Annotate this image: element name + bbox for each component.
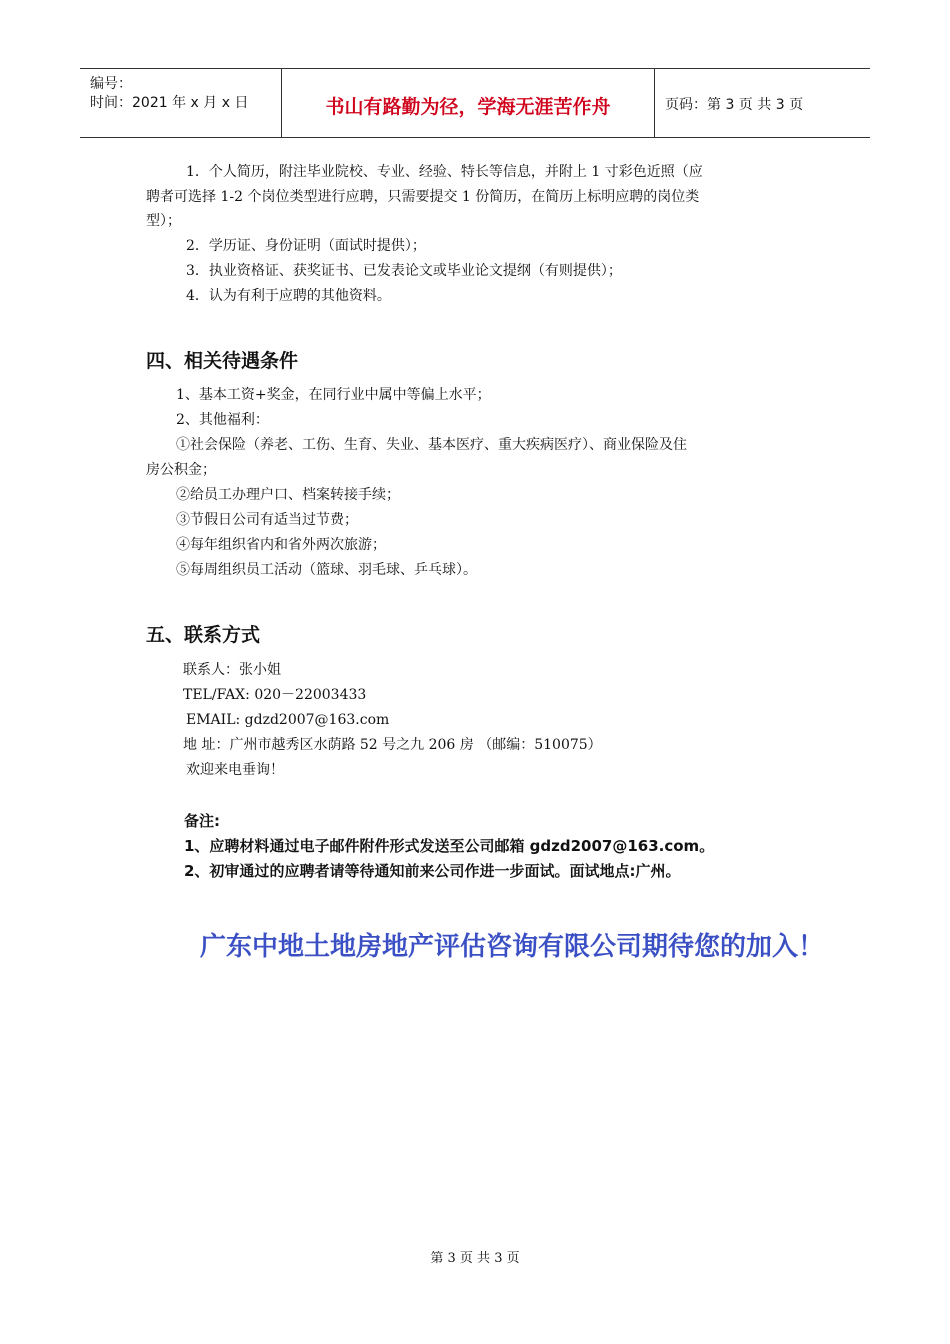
header-motto-cell — [282, 69, 655, 137]
benefits-line-6: ④每年组织省内和省外两次旅游； — [176, 537, 386, 553]
benefits-line-4: ②给员工办理户口、档案转接手续； — [176, 487, 400, 503]
document-date-label: 时间：2021 年 x 月 x 日 — [90, 95, 249, 111]
section-benefits-heading: 四、相关待遇条件 — [146, 350, 299, 372]
materials-item-1-cont2: 型）； — [146, 213, 181, 229]
notes-line-2: 2、初审通过的应聘者请等待通知前来公司作进一步面试。面试地点:广州。 — [184, 862, 681, 880]
materials-item-1-cont: 聘者可选择 1-2 个岗位类型进行应聘，只需要提交 1 份简历，在简历上标明应聘的岗位类 — [146, 189, 700, 205]
benefits-line-2: 2、其他福利： — [176, 412, 269, 428]
materials-item-1: 1．个人简历，附注毕业院校、专业、经验、特长等信息，并附上 1 寸彩色近照（应 — [186, 164, 703, 180]
benefits-line-1: 1、基本工资+奖金，在同行业中属中等偏上水平； — [176, 387, 491, 403]
contact-welcome: 欢迎来电垂询！ — [186, 762, 284, 778]
header-info-cell — [80, 69, 282, 137]
benefits-line-5: ③节假日公司有适当过节费； — [176, 512, 358, 528]
document-number-label: 编号： — [90, 76, 132, 92]
contact-address: 地 址：广州市越秀区水荫路 52 号之九 206 房 （邮编：510075） — [183, 737, 602, 753]
header-page-number: 页码：第 3 页 共 3 页 — [665, 97, 804, 113]
benefits-line-3-cont: 房公积金； — [146, 462, 216, 478]
contact-person: 联系人：张小姐 — [183, 662, 281, 678]
contact-email: EMAIL: gdzd2007@163.com — [186, 712, 390, 728]
contact-phone: TEL/FAX: 020－22003433 — [183, 687, 367, 703]
closing-slogan: 广东中地土地房地产评估咨询有限公司期待您的加入！ — [200, 932, 825, 962]
header-motto: 书山有路勤为径，学海无涯苦作舟 — [325, 96, 611, 118]
page-header — [80, 68, 870, 138]
notes-heading: 备注: — [184, 812, 220, 830]
header-page-cell — [655, 69, 870, 137]
materials-item-3: 3．执业资格证、获奖证书、已发表论文或毕业论文提纲（有则提供）； — [186, 263, 622, 279]
materials-item-4: 4．认为有利于应聘的其他资料。 — [186, 288, 391, 304]
page-footer: 第 3 页 共 3 页 — [430, 1251, 520, 1266]
notes-line-1: 1、应聘材料通过电子邮件附件形式发送至公司邮箱 gdzd2007@163.com。 — [184, 837, 715, 855]
benefits-line-7: ⑤每周组织员工活动（篮球、羽毛球、乒乓球）。 — [176, 562, 477, 578]
section-contact-heading: 五、联系方式 — [146, 624, 261, 646]
benefits-line-3: ①社会保险（养老、工伤、生育、失业、基本医疗、重大疾病医疗）、商业保险及住 — [176, 437, 687, 453]
materials-item-2: 2．学历证、身份证明（面试时提供）； — [186, 238, 426, 254]
